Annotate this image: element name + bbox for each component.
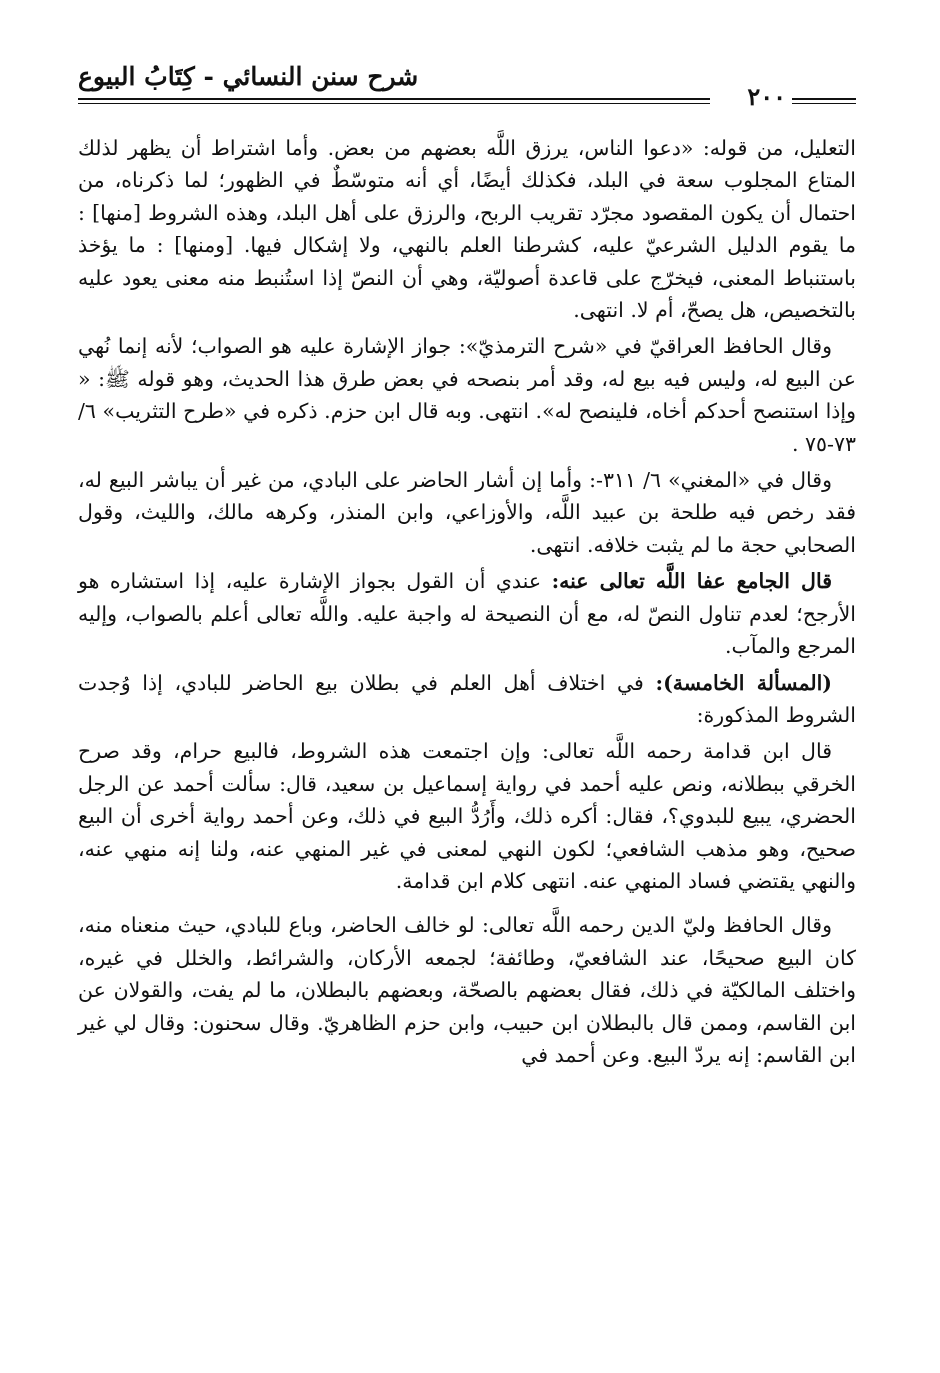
paragraph-5 (78, 667, 856, 732)
header-rule-thin (78, 103, 710, 104)
paragraph-2 (78, 330, 856, 460)
page-number: ٢٠٠ (747, 82, 786, 111)
paragraph-text: وقال الحافظ العراقيّ في «شرح الترمذيّ»: جواز الإشارة عليه هو الصواب؛ لأنه إنما نُهي عن البيع له، وليس فيه بيع له، وقد أمر بنصحه في بعض طرق هذا الحديث، وهو قوله ﷺ: « وإذا استنصح أحدكم أخاه، فلينصح له». انتهى. وبه قال ابن حزم. ذكره في «طرح التثريب» ٦/ ٧٣-٧٥ . (78, 334, 856, 456)
paragraph-1 (78, 132, 856, 326)
paragraph-text: في اختلاف أهل العلم في بطلان بيع الحاضر للبادي، إذا وُجدت الشروط المذكورة: (78, 670, 856, 727)
header-rule-right-thin (792, 103, 856, 104)
paragraph-text: وقال الحافظ وليّ الدين رحمه اللَّه تعالى: لو خالف الحاضر، وباع للبادي، حيث منعناه منه، كان البيع صحيحًا، عند الشافعيّ، وطائفة؛ لجمعه الأركان، والشرائط، والخلل في غيره، واختلف المالكيّة في ذلك، فقال بعضهم بالصحّة، وبعضهم بالبطلان، ما لم يفت، والقولان عن ابن القاسم، وممن قال بالبطلان ابن حبيب، وابن حزم الظاهريّ. وقال سحنون: وقال لي غير ابن القاسم: إنه يردّ البيع. وعن أحمد في (78, 913, 856, 1067)
paragraph-lead: (المسألة الخامسة): (655, 670, 832, 695)
header-rule (78, 98, 710, 100)
paragraph-text: التعليل، من قوله: «دعوا الناس، يرزق اللَّه بعضهم من بعض. وأما اشتراط أن يظهر لذلك المتاع المجلوب سعة في البلد، فكذلك أيضًا، أي أنه متوسّطٌ في الظهور؛ لما ذكرناه، من احتمال أن يكون المقصود مجرّد تقريب الربح، والرزق على أهل البلد، وهذه الشروط [منها] : ما يقوم الدليل الشرعيّ عليه، كشرطنا العلم بالنهي، ولا إشكال فيها. [ومنها] : ما يؤخذ باستنباط المعنى، فيخرّج على قاعدة أصوليّة، وهي أن النصّ إذا استُنبط منه معنى يعود عليه بالتخصيص، هل يصحّ، أم لا. انتهى. (78, 136, 856, 323)
running-title: شرح سنن النسائي - كِتَابُ البيوع (78, 62, 419, 91)
paragraph-7 (78, 909, 856, 1071)
paragraph-6 (78, 735, 856, 897)
page-header (78, 60, 856, 110)
body-text (78, 132, 856, 1075)
paragraph-text: قال ابن قدامة رحمه اللَّه تعالى: وإن اجتمعت هذه الشروط، فالبيع حرام، وقد صرح الخرقي ببطلانه، ونص عليه أحمد في رواية إسماعيل بن سعيد، قال: سألت أحمد عن الرجل الحضري، يبيع للبدوي؟، فقال: أكره ذلك، وأَرُدُّ البيع في ذلك، وعن أحمد رواية أخرى أن البيع صحيح، وهو مذهب الشافعي؛ لكون النهي لمعنى في غير المنهي عنه، ولنا إنه منهي عنه، والنهي يقتضي فساد المنهي عنه. انتهى كلام ابن قدامة. (78, 739, 856, 893)
header-rule-right (792, 98, 856, 100)
paragraph-3 (78, 464, 856, 561)
paragraph-text: وقال في «المغني» ٦/ ٣١١-: وأما إن أشار الحاضر على البادي، من غير أن يباشر البيع له، فقد رخص فيه طلحة بن عبيد اللَّه، والأوزاعي، وابن المنذر، وكرهه مالك، والليث، وقول الصحابي حجة ما لم يثبت خلافه. انتهى. (78, 468, 856, 557)
paragraph-lead: قال الجامع عفا اللَّه تعالى عنه: (551, 569, 832, 594)
paragraph-4 (78, 565, 856, 662)
paragraph-text: عندي أن القول بجواز الإشارة عليه، إذا استشاره هو الأرجح؛ لعدم تناول النصّ له، مع أن النصيحة له واجبة عليه. واللَّه تعالى أعلم بالصواب، وإليه المرجع والمآب. (78, 569, 856, 659)
